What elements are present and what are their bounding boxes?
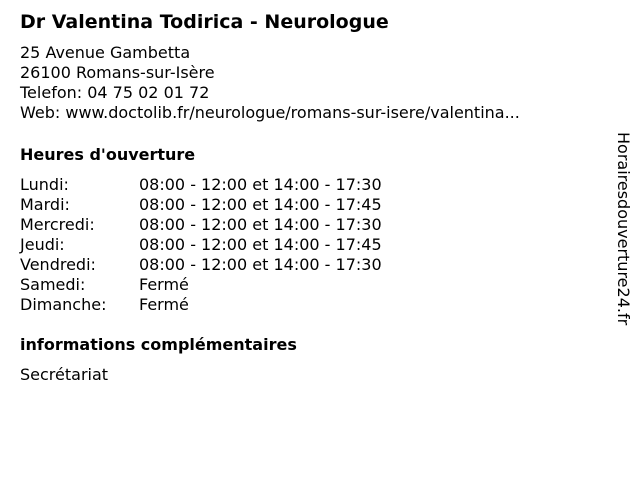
hours-value: 08:00 - 12:00 et 14:00 - 17:30 bbox=[139, 175, 382, 194]
page-title: Dr Valentina Todirica - Neurologue bbox=[20, 11, 389, 33]
day-label: Vendredi: bbox=[20, 255, 96, 274]
day-label: Lundi: bbox=[20, 175, 69, 194]
day-label: Jeudi: bbox=[20, 235, 65, 254]
hours-value: 08:00 - 12:00 et 14:00 - 17:30 bbox=[139, 215, 382, 234]
day-label: Dimanche: bbox=[20, 295, 107, 314]
hours-value: 08:00 - 12:00 et 14:00 - 17:45 bbox=[139, 195, 382, 214]
opening-hours-heading: Heures d'ouverture bbox=[20, 145, 196, 164]
hours-value: Fermé bbox=[139, 295, 189, 314]
address-street: 25 Avenue Gambetta bbox=[20, 43, 191, 62]
hours-value: 08:00 - 12:00 et 14:00 - 17:30 bbox=[139, 255, 382, 274]
site-watermark: Horairesdouverture24.fr bbox=[614, 132, 633, 326]
day-label: Mercredi: bbox=[20, 215, 95, 234]
additional-info-text: Secrétariat bbox=[20, 365, 109, 384]
phone-number: Telefon: 04 75 02 01 72 bbox=[20, 83, 210, 102]
additional-info-heading: informations complémentaires bbox=[20, 335, 297, 354]
website-link: Web: www.doctolib.fr/neurologue/romans-sur-isere/valentina... bbox=[20, 103, 520, 122]
day-label: Samedi: bbox=[20, 275, 86, 294]
contact-details bbox=[20, 43, 520, 123]
hours-value: 08:00 - 12:00 et 14:00 - 17:45 bbox=[139, 235, 382, 254]
day-label: Mardi: bbox=[20, 195, 70, 214]
address-city: 26100 Romans-sur-Isère bbox=[20, 63, 215, 82]
doctor-listing bbox=[20, 0, 600, 480]
hours-value: Fermé bbox=[139, 275, 189, 294]
